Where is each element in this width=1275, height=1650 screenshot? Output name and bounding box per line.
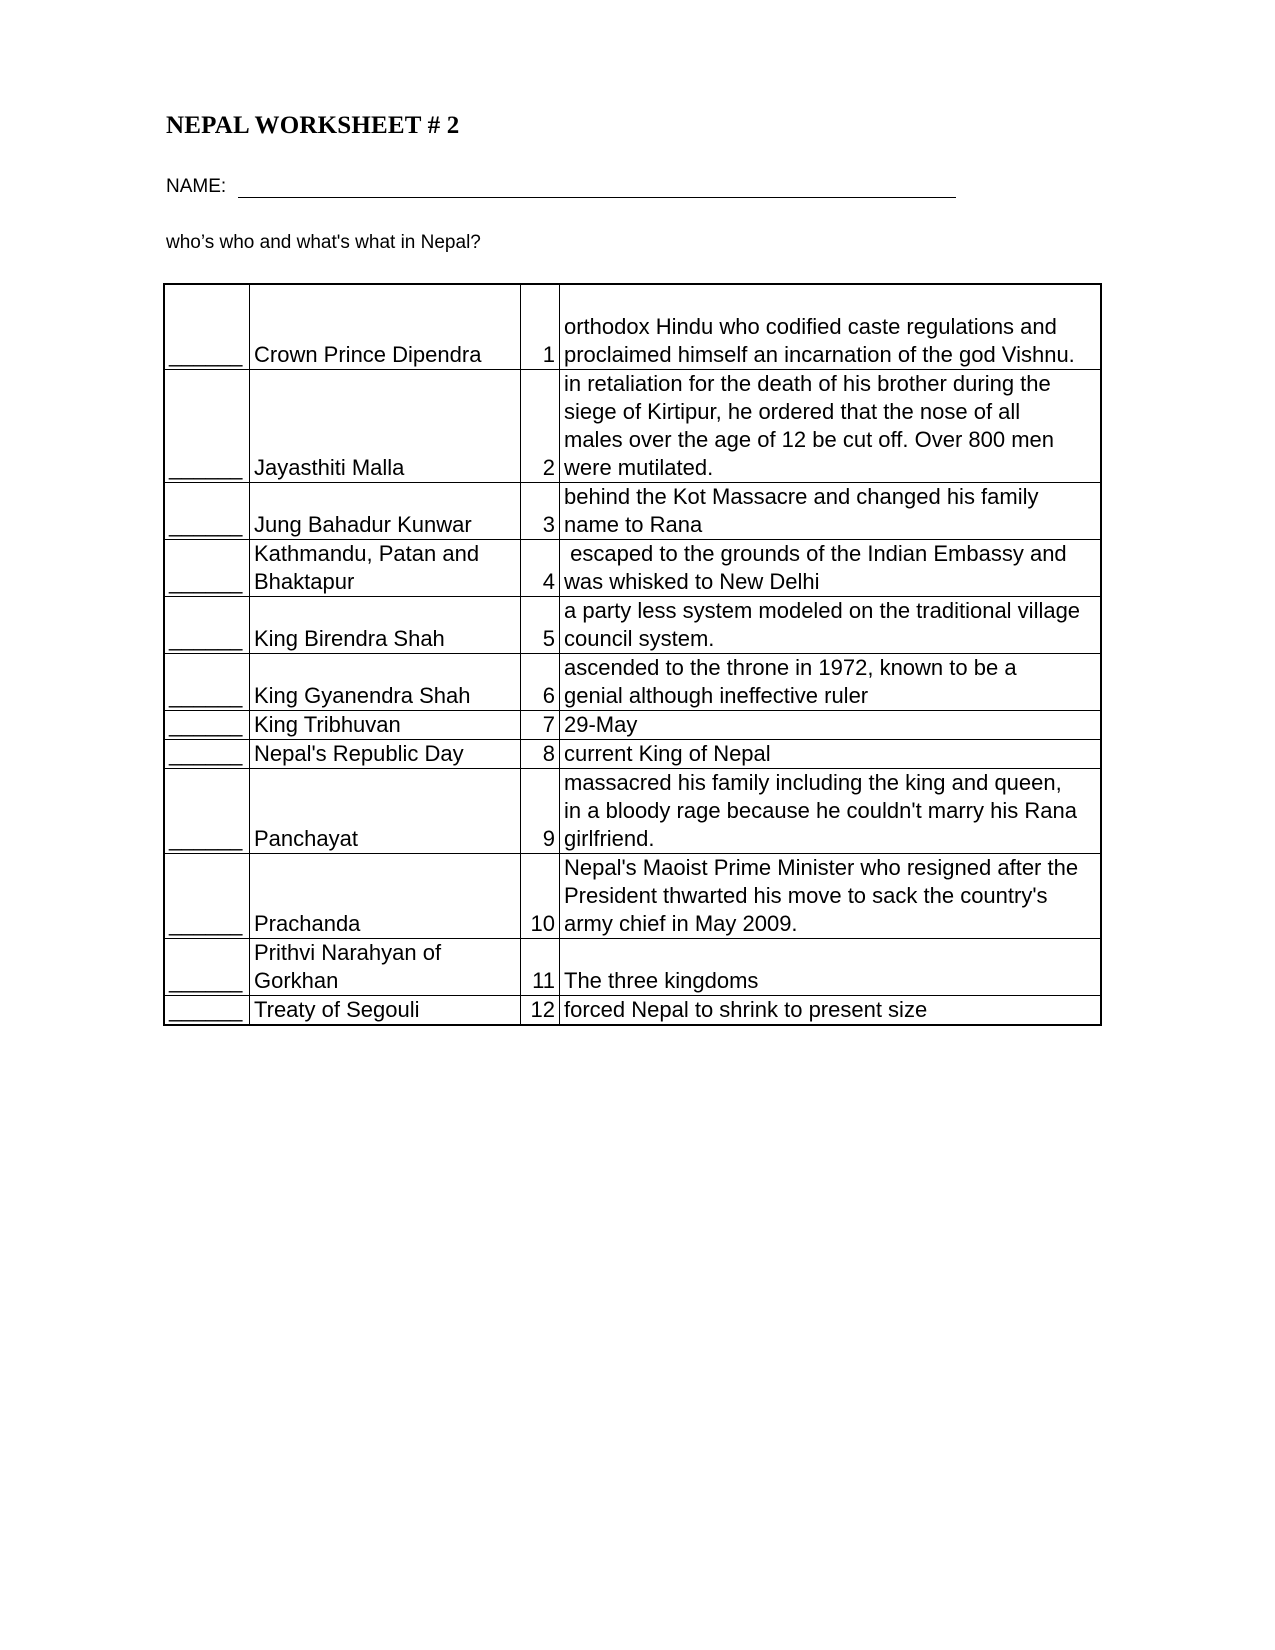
item-number: 5 [521, 597, 560, 654]
description-line: 29-May [564, 712, 638, 737]
table-row [164, 939, 1101, 996]
item-number: 12 [521, 996, 560, 1026]
term-cell [250, 939, 521, 996]
term-line: Prachanda [254, 911, 361, 936]
description-cell [560, 654, 1102, 711]
answer-blank[interactable]: ______ [164, 540, 250, 597]
term-line: Jayasthiti Malla [254, 455, 405, 480]
description-line: siege of Kirtipur, he ordered that the nose of all [564, 399, 1021, 424]
description-line: President thwarted his move to sack the country's [564, 883, 1048, 908]
table-row [164, 483, 1101, 540]
term-cell [250, 854, 521, 939]
page-title: NEPAL WORKSHEET # 2 [166, 112, 460, 139]
term-line: Prithvi Narahyan of [254, 940, 442, 965]
table-row [164, 711, 1101, 740]
term-cell [250, 597, 521, 654]
description-line: The three kingdoms [564, 968, 759, 993]
table-row [164, 284, 1101, 370]
term-cell [250, 540, 521, 597]
answer-blank[interactable]: ______ [164, 483, 250, 540]
description-cell [560, 854, 1102, 939]
term-cell [250, 996, 521, 1026]
term-cell [250, 769, 521, 854]
item-number: 2 [521, 370, 560, 483]
name-field-row [166, 176, 956, 198]
answer-blank[interactable]: ______ [164, 284, 250, 370]
item-number: 6 [521, 654, 560, 711]
answer-blank[interactable]: ______ [164, 654, 250, 711]
item-number: 1 [521, 284, 560, 370]
answer-blank[interactable]: ______ [164, 996, 250, 1026]
description-line: current King of Nepal [564, 741, 771, 766]
term-cell [250, 654, 521, 711]
description-line: a party less system modeled on the traditional village [564, 598, 1081, 623]
description-line: behind the Kot Massacre and changed his family [564, 484, 1039, 509]
description-line: forced Nepal to shrink to present size [564, 997, 928, 1022]
description-line: was whisked to New Delhi [564, 569, 820, 594]
term-line: Crown Prince Dipendra [254, 342, 482, 367]
description-line: genial although ineffective ruler [564, 683, 869, 708]
term-line: King Tribhuvan [254, 712, 401, 737]
description-line: Nepal's Maoist Prime Minister who resigned after the [564, 855, 1079, 880]
table-row [164, 854, 1101, 939]
item-number: 11 [521, 939, 560, 996]
description-line: proclaimed himself an incarnation of the god Vishnu. [564, 342, 1075, 367]
term-line: Bhaktapur [254, 569, 355, 594]
description-cell [560, 939, 1102, 996]
table-row [164, 996, 1101, 1026]
description-cell [560, 597, 1102, 654]
description-line: girlfriend. [564, 826, 655, 851]
description-cell [560, 996, 1102, 1026]
description-cell [560, 284, 1102, 370]
description-line: in a bloody rage because he couldn't marry his Rana [564, 798, 1077, 823]
term-cell [250, 740, 521, 769]
name-input-line[interactable] [238, 179, 956, 198]
item-number: 10 [521, 854, 560, 939]
answer-blank[interactable]: ______ [164, 370, 250, 483]
table-row [164, 740, 1101, 769]
description-line: ascended to the throne in 1972, known to be a [564, 655, 1017, 680]
item-number: 4 [521, 540, 560, 597]
table-row [164, 654, 1101, 711]
term-line: Treaty of Segouli [254, 997, 420, 1022]
table-row [164, 540, 1101, 597]
description-line: council system. [564, 626, 715, 651]
answer-blank[interactable]: ______ [164, 939, 250, 996]
item-number: 9 [521, 769, 560, 854]
term-line: Panchayat [254, 826, 358, 851]
description-line: males over the age of 12 be cut off. Over 800 men [564, 427, 1054, 452]
description-cell [560, 769, 1102, 854]
description-cell [560, 540, 1102, 597]
term-cell [250, 370, 521, 483]
description-line: army chief in May 2009. [564, 911, 798, 936]
name-label: NAME: [166, 176, 227, 197]
description-line: were mutilated. [564, 455, 714, 480]
term-line: King Gyanendra Shah [254, 683, 471, 708]
instructions: who’s who and what's what in Nepal? [166, 232, 481, 253]
answer-blank[interactable]: ______ [164, 769, 250, 854]
description-cell [560, 740, 1102, 769]
answer-blank[interactable]: ______ [164, 854, 250, 939]
description-line: orthodox Hindu who codified caste regulations and [564, 314, 1057, 339]
term-line: Kathmandu, Patan and [254, 541, 480, 566]
description-cell [560, 483, 1102, 540]
item-number: 3 [521, 483, 560, 540]
description-line: name to Rana [564, 512, 703, 537]
description-line: in retaliation for the death of his brother during the [564, 371, 1051, 396]
answer-blank[interactable]: ______ [164, 711, 250, 740]
item-number: 7 [521, 711, 560, 740]
table-row [164, 597, 1101, 654]
table-row [164, 769, 1101, 854]
term-line: King Birendra Shah [254, 626, 445, 651]
answer-blank[interactable]: ______ [164, 740, 250, 769]
answer-blank[interactable]: ______ [164, 597, 250, 654]
matching-table [163, 283, 1102, 1026]
term-cell [250, 284, 521, 370]
term-cell [250, 711, 521, 740]
term-line: Gorkhan [254, 968, 339, 993]
description-line: escaped to the grounds of the Indian Embassy and [564, 541, 1067, 566]
table-row [164, 370, 1101, 483]
item-number: 8 [521, 740, 560, 769]
description-cell [560, 370, 1102, 483]
description-line: massacred his family including the king and queen, [564, 770, 1062, 795]
term-line: Nepal's Republic Day [254, 741, 464, 766]
term-cell [250, 483, 521, 540]
term-line: Jung Bahadur Kunwar [254, 512, 472, 537]
description-cell [560, 711, 1102, 740]
